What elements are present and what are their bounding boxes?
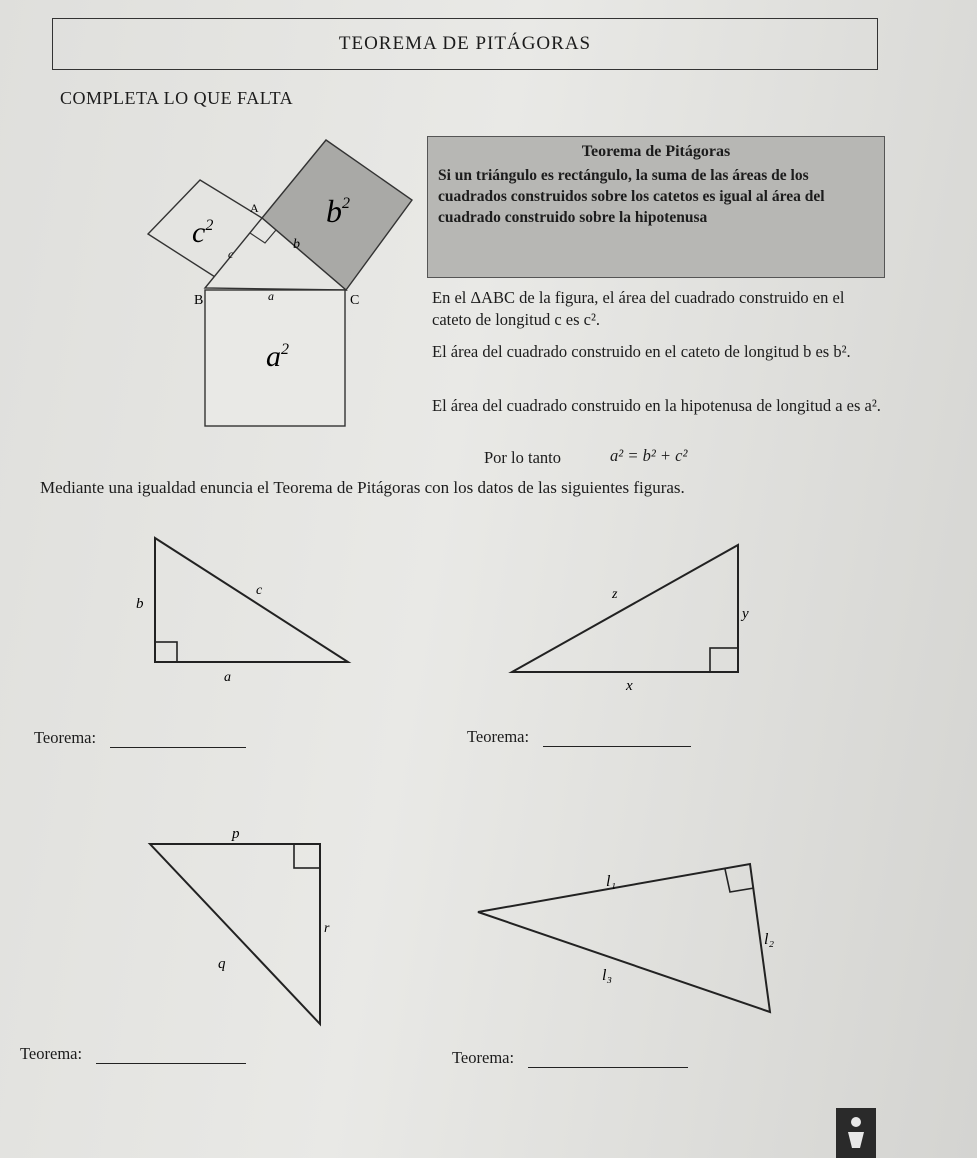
exercise-4-triangle [470,855,790,1025]
ex4-teorema-label: Teorema: [452,1048,515,1067]
figure-decoration-icon [836,1108,876,1158]
side-b-label: b [293,237,300,252]
ex4-label-l2: l₂ [764,931,775,948]
ex4-label-l3: l₃ [602,967,613,984]
pythagoras-formula: a² = b² + c² [610,446,688,465]
ex3-label-p: p [232,826,240,842]
page-subtitle: COMPLETA LO QUE FALTA [60,88,294,108]
ex3-answer-blank[interactable] [96,1045,246,1064]
ex1-label-b: b [136,596,144,612]
ex3-label-r: r [324,921,330,936]
explanation-line-2: El área del cuadrado construido en el cateto de longitud b es b². [432,342,851,361]
theorem-definition-box [427,136,885,278]
ex2-label-x: x [626,678,633,694]
ex2-label-y: y [742,606,749,622]
vertex-C: C [350,293,360,308]
exercise-3-triangle [140,820,340,1030]
ex1-teorema-label: Teorema: [34,728,97,747]
ex4-answer-blank[interactable] [528,1049,688,1068]
ex1-teorema [34,728,246,748]
explanation-line-1: En el ΔABC de la figura, el área del cuadrado construido en el cateto de longitud c es c². [432,288,845,329]
ex4-label-l1: l₁ [606,873,617,890]
ex3-label-q: q [218,956,226,972]
ex1-answer-blank[interactable] [110,729,246,748]
page-title: TEOREMA DE PITÁGORAS [52,18,878,70]
ex4-teorema [452,1048,688,1068]
ex2-label-z: z [612,587,618,602]
label-b2: $b^2$ [326,193,350,229]
exercise-2-triangle [505,535,755,695]
explanation-line-3: El área del cuadrado construido en la hipotenusa de longitud a es a². [432,396,881,415]
pythagoras-squares-diagram [140,135,430,435]
vertex-B: B [194,293,204,308]
ex3-teorema-label: Teorema: [20,1044,83,1063]
theorem-box-title: Teorema de Pitágoras [581,143,731,160]
instruction-text: Mediante una igualdad enuncia el Teorema de Pitágoras con los datos de las siguientes figuras. [40,478,685,497]
label-c2: $c^2$ [192,216,214,249]
ex2-teorema [467,727,691,747]
ex1-label-a: a [224,670,231,685]
exercise-1-triangle [130,530,360,690]
ex2-answer-blank[interactable] [543,728,691,747]
por-lo-tanto: Por lo tanto [484,448,561,467]
ex2-teorema-label: Teorema: [467,727,530,746]
side-c-label: c [228,247,234,261]
label-a2: $a^2$ [266,340,289,373]
side-a-label: a [268,289,274,303]
theorem-box-text: Si un triángulo es rectángulo, la suma de las áreas de los cuadrados construidos sobre los catetos es igual al área del cuadrado construido sobre la hipotenusa [438,167,825,226]
ex1-label-c: c [256,583,263,598]
vertex-A: A [250,201,259,215]
ex3-teorema [20,1044,246,1064]
